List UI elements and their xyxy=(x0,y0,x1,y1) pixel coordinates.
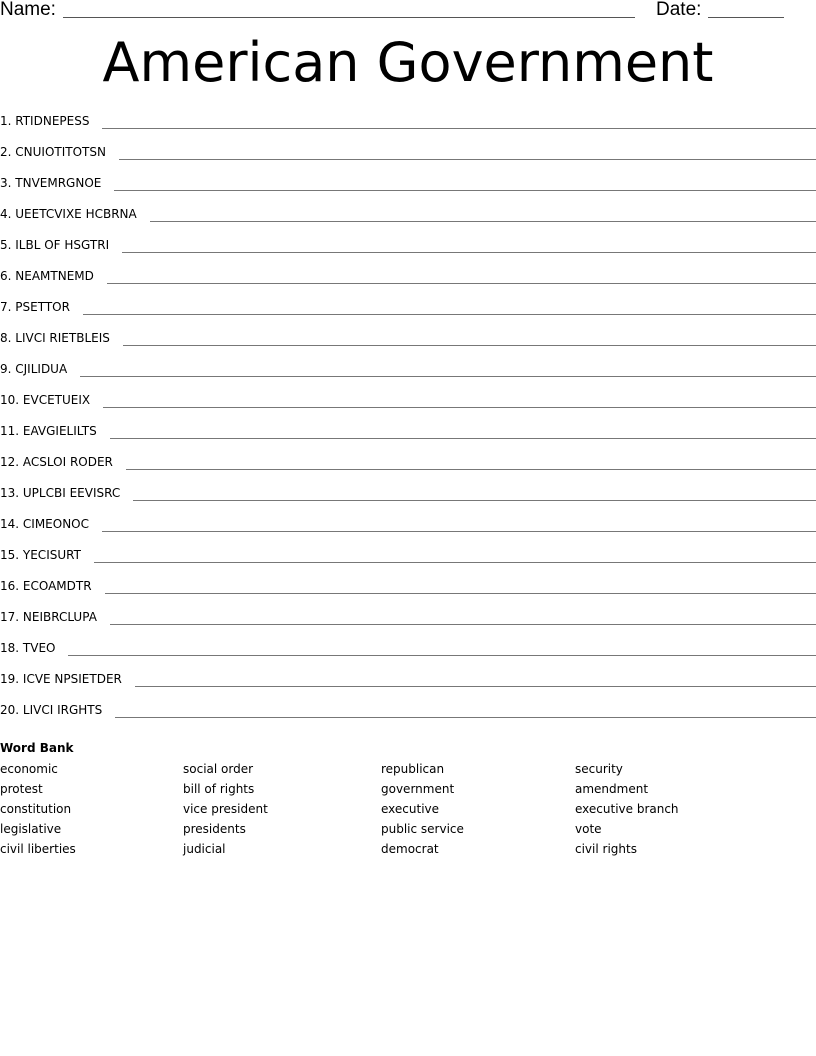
question-row xyxy=(0,205,816,236)
question-text: 9. CJILIDUA xyxy=(0,362,68,376)
word-bank-column xyxy=(0,759,76,859)
word-bank-item: public service xyxy=(381,822,464,836)
question-row xyxy=(0,639,816,670)
answer-line[interactable] xyxy=(119,143,816,160)
answer-line[interactable] xyxy=(115,701,816,718)
question-row xyxy=(0,174,816,205)
worksheet-title: American Government xyxy=(102,31,714,94)
question-row xyxy=(0,701,816,732)
word-bank-item: bill of rights xyxy=(183,782,255,796)
word-bank-item: judicial xyxy=(183,842,226,856)
question-row xyxy=(0,329,816,360)
word-bank-item: executive branch xyxy=(575,802,679,816)
question-text: 1. RTIDNEPESS xyxy=(0,114,90,128)
question-list xyxy=(0,112,816,732)
question-row xyxy=(0,236,816,267)
question-row xyxy=(0,546,816,577)
word-bank-item: security xyxy=(575,762,623,776)
word-bank-item: legislative xyxy=(0,822,62,836)
question-text: 12. ACSLOI RODER xyxy=(0,455,113,469)
date-answer-line[interactable] xyxy=(708,17,784,18)
question-text: 20. LIVCI IRGHTS xyxy=(0,703,103,717)
word-bank-column xyxy=(183,759,268,859)
question-row xyxy=(0,298,816,329)
question-text: 2. CNUIOTITOTSN xyxy=(0,145,106,159)
answer-line[interactable] xyxy=(114,174,816,191)
answer-line[interactable] xyxy=(102,112,816,129)
question-text: 16. ECOAMDTR xyxy=(0,579,92,593)
answer-line[interactable] xyxy=(68,639,816,656)
question-row xyxy=(0,143,816,174)
word-bank-item: government xyxy=(381,782,455,796)
word-bank-item: civil liberties xyxy=(0,842,76,856)
word-bank-item: social order xyxy=(183,762,254,776)
question-row xyxy=(0,484,816,515)
word-bank-item: civil rights xyxy=(575,842,637,856)
question-row xyxy=(0,608,816,639)
question-text: 18. TVEO xyxy=(0,641,56,655)
question-text: 17. NEIBRCLUPA xyxy=(0,610,97,624)
word-bank-column xyxy=(575,759,679,859)
answer-line[interactable] xyxy=(110,608,816,625)
answer-line[interactable] xyxy=(105,577,816,594)
question-text: 8. LIVCI RIETBLEIS xyxy=(0,331,110,345)
question-row xyxy=(0,515,816,546)
question-text: 3. TNVEMRGNOE xyxy=(0,176,102,190)
answer-line[interactable] xyxy=(107,267,816,284)
word-bank-item: republican xyxy=(381,762,445,776)
word-bank-item: vice president xyxy=(183,802,268,816)
answer-line[interactable] xyxy=(110,422,816,439)
word-bank-item: presidents xyxy=(183,822,246,836)
question-row xyxy=(0,360,816,391)
question-text: 6. NEAMTNEMD xyxy=(0,269,94,283)
answer-line[interactable] xyxy=(135,670,816,687)
answer-line[interactable] xyxy=(80,360,816,377)
answer-line[interactable] xyxy=(126,453,816,470)
answer-line[interactable] xyxy=(103,391,816,408)
answer-line[interactable] xyxy=(102,515,816,532)
word-bank-item: democrat xyxy=(381,842,439,856)
name-label: Name: xyxy=(0,0,56,20)
answer-line[interactable] xyxy=(83,298,816,315)
word-bank-item: amendment xyxy=(575,782,649,796)
answer-line[interactable] xyxy=(133,484,816,501)
question-text: 13. UPLCBI EEVISRC xyxy=(0,486,121,500)
answer-line[interactable] xyxy=(150,205,816,222)
word-bank-title: Word Bank xyxy=(0,741,74,755)
header-row xyxy=(0,0,816,22)
question-row xyxy=(0,267,816,298)
question-text: 14. CIMEONOC xyxy=(0,517,89,531)
question-row xyxy=(0,453,816,484)
word-bank-item: constitution xyxy=(0,802,72,816)
word-bank-item: protest xyxy=(0,782,43,796)
question-row xyxy=(0,112,816,143)
word-bank-item: executive xyxy=(381,802,440,816)
word-bank xyxy=(0,759,816,859)
word-bank-item: vote xyxy=(575,822,602,836)
question-row xyxy=(0,422,816,453)
question-row xyxy=(0,391,816,422)
answer-line[interactable] xyxy=(123,329,816,346)
question-text: 5. ILBL OF HSGTRI xyxy=(0,238,110,252)
question-text: 19. ICVE NPSIETDER xyxy=(0,672,122,686)
question-text: 10. EVCETUEIX xyxy=(0,393,91,407)
question-text: 7. PSETTOR xyxy=(0,300,70,314)
word-bank-column xyxy=(381,759,464,859)
question-row xyxy=(0,577,816,608)
answer-line[interactable] xyxy=(122,236,816,253)
question-text: 11. EAVGIELILTS xyxy=(0,424,97,438)
date-label: Date: xyxy=(656,0,702,20)
word-bank-item: economic xyxy=(0,762,58,776)
question-text: 15. YECISURT xyxy=(0,548,81,562)
answer-line[interactable] xyxy=(94,546,816,563)
question-text: 4. UEETCVIXE HCBRNA xyxy=(0,207,137,221)
question-row xyxy=(0,670,816,701)
name-answer-line[interactable] xyxy=(63,17,635,18)
